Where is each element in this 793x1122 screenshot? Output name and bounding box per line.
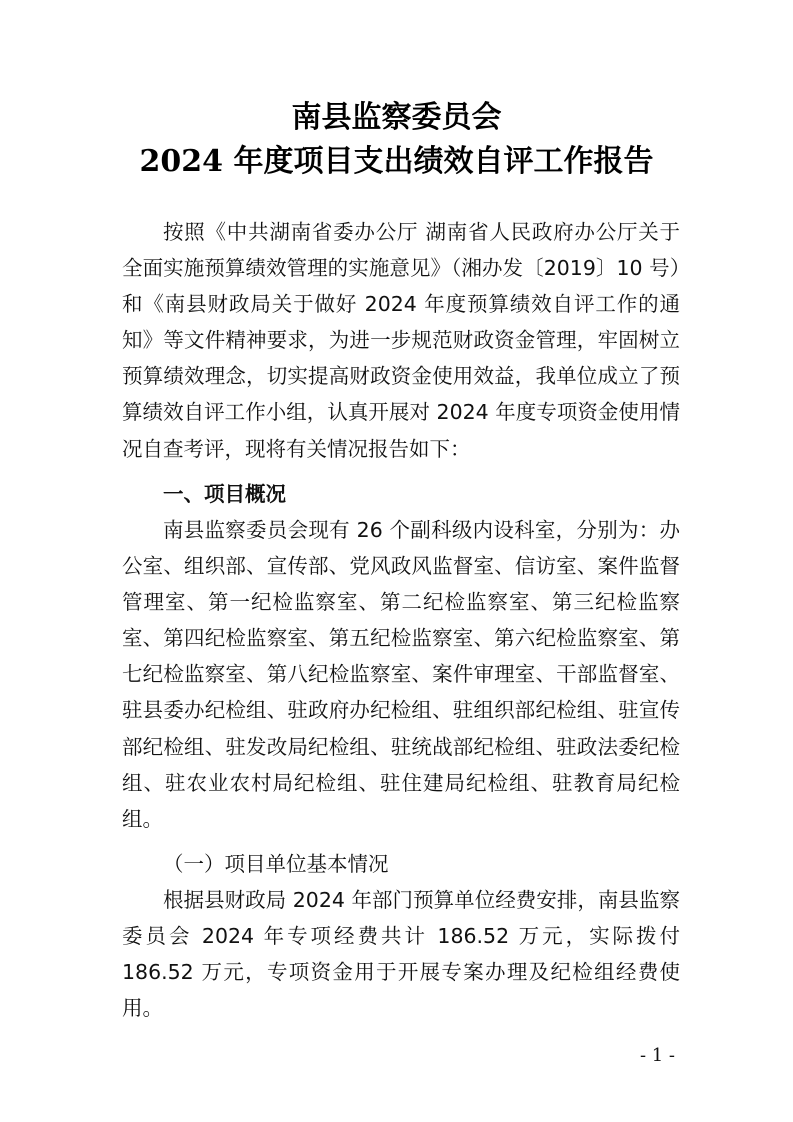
document-title-line1: 南县监察委员会 [291,100,502,135]
subsection-heading-text: （一）项目单位基本情况 [163,852,389,876]
intro-paragraph-text: 按照《中共湖南省委办公厅 湖南省人民政府办公厅关于全面实施预算绩效管理的实施意见》（湘办发〔2019〕10 号）和《南县财政局关于做好 2024 年度预算绩效自评工作的通知》等文件精神要求，为进一步规范财政资金管理，牢固树立预算绩效理念，切实提高财政资金使用效益，我单位成立了预算绩效自评工作小组，认真开展对 2024 年度专项资金使用情况自查考评，现将有关情况报告如下： [122,220,680,461]
section-heading-text: 一、项目概况 [163,482,286,506]
overview-paragraph-text: 南县监察委员会现有 26 个副科级内设科室，分别为：办公室、组织部、宣传部、党风政风监督室、信访室、案件监督管理室、第一纪检监察室、第二纪检监察室、第三纪检监察室、第四纪检监察室、第五纪检监察室、第六纪检监察室、第七纪检监察室、第八纪检监察室、案件审理室、干部监督室、驻县委办纪检组、驻政府办纪检组、驻组织部纪检组、驻宣传部纪检组、驻发改局纪检组、驻统战部纪检组、驻政法委纪检组、驻农业农村局纪检组、驻住建局纪检组、驻教育局纪检组。 [122,518,680,831]
overview-paragraph [122,512,680,837]
page-number: - 1 - [639,1045,675,1066]
subsection-heading [122,846,680,882]
basic-info-paragraph-text: 根据县财政局 2024 年部门预算单位经费安排，南县监察委员会 2024 年专项经费共计 186.52 万元，实际拨付 186.52 万元，专项资金用于开展专案办理及纪检组经费使用。 [122,888,680,1021]
intro-paragraph [122,214,680,467]
section-heading [122,476,680,512]
document-title-line2: 2024 年度项目支出绩效自评工作报告 [139,144,654,179]
basic-info-paragraph [122,882,680,1026]
